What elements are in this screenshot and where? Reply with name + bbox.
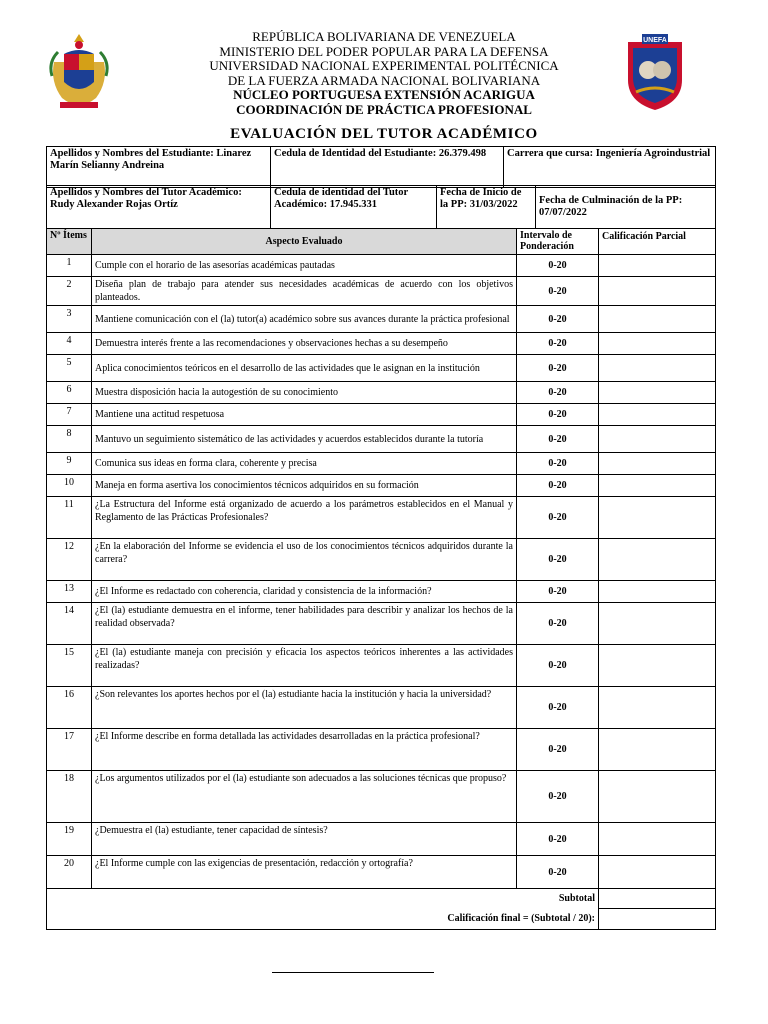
aspect-text: Cumple con el horario de las asesorías académicas pautadas	[92, 255, 517, 277]
weight-interval: 0-20	[517, 277, 599, 306]
aspect-text: ¿Los argumentos utilizados por el (la) estudiante son adecuados a las soluciones técnicas que propuso?	[92, 771, 517, 823]
item-number: 4	[47, 333, 92, 355]
partial-grade-cell[interactable]	[599, 404, 716, 426]
start-date-cell: Fecha de Inicio de la PP: 31/03/2022	[437, 186, 536, 229]
header-line-6: COORDINACIÓN DE PRÁCTICA PROFESIONAL	[236, 101, 532, 117]
evaluation-table	[46, 228, 716, 930]
item-number: 3	[47, 306, 92, 333]
table-row	[47, 729, 716, 771]
aspect-text: ¿Demuestra el (la) estudiante, tener capacidad de síntesis?	[92, 823, 517, 856]
signature-line	[272, 972, 434, 973]
weight-interval: 0-20	[517, 355, 599, 382]
weight-interval: 0-20	[517, 645, 599, 687]
table-row	[47, 333, 716, 355]
partial-grade-cell[interactable]	[599, 539, 716, 581]
subtotal-value-cell[interactable]	[599, 889, 716, 909]
weight-interval: 0-20	[517, 539, 599, 581]
partial-grade-cell[interactable]	[599, 856, 716, 889]
aspect-text: ¿El Informe cumple con las exigencias de presentación, redacción y ortografía?	[92, 856, 517, 889]
aspect-text: Demuestra interés frente a las recomendaciones y observaciones hechas a su desempeño	[92, 333, 517, 355]
item-number: 1	[47, 255, 92, 277]
item-number: 16	[47, 687, 92, 729]
item-number: 7	[47, 404, 92, 426]
weight-interval: 0-20	[517, 687, 599, 729]
weight-interval: 0-20	[517, 426, 599, 453]
aspect-text: ¿Son relevantes los aportes hechos por el (la) estudiante hacia la institución y hacia la universidad?	[92, 687, 517, 729]
table-row	[47, 823, 716, 856]
table-row	[47, 255, 716, 277]
partial-grade-cell[interactable]	[599, 306, 716, 333]
partial-grade-cell[interactable]	[599, 382, 716, 404]
partial-grade-cell[interactable]	[599, 645, 716, 687]
item-number: 15	[47, 645, 92, 687]
item-number: 19	[47, 823, 92, 856]
final-grade-value-cell[interactable]	[599, 909, 716, 930]
table-row	[47, 426, 716, 453]
partial-grade-cell[interactable]	[599, 497, 716, 539]
unefa-logo-text: UNEFA	[643, 37, 667, 44]
aspect-text: ¿En la elaboración del Informe se evidencia el uso de los conocimientos técnicos adquiridos durante la carrera?	[92, 539, 517, 581]
table-row	[47, 856, 716, 889]
weight-interval: 0-20	[517, 333, 599, 355]
table-row	[47, 497, 716, 539]
weight-interval: 0-20	[517, 771, 599, 823]
weight-interval: 0-20	[517, 856, 599, 889]
weight-interval: 0-20	[517, 382, 599, 404]
partial-grade-cell[interactable]	[599, 355, 716, 382]
item-number: 20	[47, 856, 92, 889]
table-row	[47, 453, 716, 475]
aspect-text: Maneja en forma asertiva los conocimientos técnicos adquiridos en su formación	[92, 475, 517, 497]
partial-grade-cell[interactable]	[599, 823, 716, 856]
partial-grade-cell[interactable]	[599, 277, 716, 306]
career-cell: Carrera que cursa: Ingeniería Agroindustrial	[504, 147, 716, 188]
weight-interval: 0-20	[517, 453, 599, 475]
item-number: 10	[47, 475, 92, 497]
weight-interval: 0-20	[517, 497, 599, 539]
col-header-aspect: Aspecto Evaluado	[92, 229, 517, 255]
weight-interval: 0-20	[517, 823, 599, 856]
table-row	[47, 581, 716, 603]
partial-grade-cell[interactable]	[599, 729, 716, 771]
item-number: 9	[47, 453, 92, 475]
item-number: 14	[47, 603, 92, 645]
table-row	[47, 355, 716, 382]
partial-grade-cell[interactable]	[599, 581, 716, 603]
item-number: 5	[47, 355, 92, 382]
institution-header	[0, 30, 768, 117]
table-row	[47, 475, 716, 497]
aspect-text: ¿El Informe describe en forma detallada las actividades desarrolladas en la práctica profesional?	[92, 729, 517, 771]
header-line-1: REPÚBLICA BOLIVARIANA DE VENEZUELA	[252, 29, 516, 44]
tutor-info-table	[46, 185, 716, 229]
item-number: 11	[47, 497, 92, 539]
partial-grade-cell[interactable]	[599, 771, 716, 823]
partial-grade-cell[interactable]	[599, 453, 716, 475]
table-row	[47, 687, 716, 729]
partial-grade-cell[interactable]	[599, 603, 716, 645]
item-number: 8	[47, 426, 92, 453]
page-title: EVALUACIÓN DEL TUTOR ACADÉMICO	[230, 126, 538, 142]
weight-interval: 0-20	[517, 729, 599, 771]
partial-grade-cell[interactable]	[599, 255, 716, 277]
aspect-text: ¿El (la) estudiante demuestra en el informe, tener habilidades para describir y analizar los hechos de la realidad observada?	[92, 603, 517, 645]
item-number: 12	[47, 539, 92, 581]
aspect-text: Mantiene una actitud respetuosa	[92, 404, 517, 426]
partial-grade-cell[interactable]	[599, 475, 716, 497]
weight-interval: 0-20	[517, 306, 599, 333]
aspect-text: ¿El (la) estudiante maneja con precisión y eficacia los aspectos teóricos inherentes a las actividades realizadas?	[92, 645, 517, 687]
aspect-text: Mantuvo un seguimiento sistemático de las actividades y acuerdos establecidos durante la tutoría	[92, 426, 517, 453]
partial-grade-cell[interactable]	[599, 333, 716, 355]
table-row	[47, 645, 716, 687]
aspect-text: Diseña plan de trabajo para atender sus necesidades académicas de acuerdo con los objetivos planteados.	[92, 277, 517, 306]
tutor-id-cell: Cedula de identidad del Tutor Académico: 17.945.331	[271, 186, 437, 229]
aspect-text: Aplica conocimientos teóricos en el desarrollo de las actividades que le asignan en la institución	[92, 355, 517, 382]
table-row	[47, 404, 716, 426]
tutor-name-cell: Apellidos y Nombres del Tutor Académico: Rudy Alexander Rojas Ortíz	[47, 186, 271, 229]
end-date-cell: Fecha de Culminación de la PP: 07/07/2022	[536, 186, 716, 229]
col-header-interval: Intervalo de Ponderación	[517, 229, 599, 255]
item-number: 18	[47, 771, 92, 823]
item-number: 17	[47, 729, 92, 771]
table-row	[47, 277, 716, 306]
table-row	[47, 306, 716, 333]
aspect-text: Mantiene comunicación con el (la) tutor(a) académico sobre sus avances durante la práctica profesional	[92, 306, 517, 333]
header-line-5: NÚCLEO PORTUGUESA EXTENSIÓN ACARIGUA	[233, 87, 535, 102]
item-number: 13	[47, 581, 92, 603]
partial-grade-cell[interactable]	[599, 687, 716, 729]
student-id-cell: Cedula de Identidad del Estudiante: 26.379.498	[271, 147, 504, 188]
item-number: 2	[47, 277, 92, 306]
evaluation-rows	[47, 255, 716, 889]
aspect-text: Muestra disposición hacia la autogestión de su conocimiento	[92, 382, 517, 404]
weight-interval: 0-20	[517, 475, 599, 497]
weight-interval: 0-20	[517, 404, 599, 426]
header-line-3: UNIVERSIDAD NACIONAL EXPERIMENTAL POLITÉCNICA	[209, 58, 559, 73]
table-row	[47, 539, 716, 581]
header-line-2: MINISTERIO DEL PODER POPULAR PARA LA DEFENSA	[219, 43, 549, 59]
table-row	[47, 603, 716, 645]
student-name-cell: Apellidos y Nombres del Estudiante: Linarez Marín Selianny Andreina	[47, 147, 271, 188]
final-grade-label: Calificación final = (Subtotal / 20):	[47, 909, 599, 930]
subtotal-label: Subtotal	[47, 889, 599, 909]
aspect-text: ¿La Estructura del Informe está organizado de acuerdo a los parámetros establecidos en el Manual y Reglamento de las Prácticas Profesionales?	[92, 497, 517, 539]
table-row	[47, 771, 716, 823]
weight-interval: 0-20	[517, 581, 599, 603]
weight-interval: 0-20	[517, 255, 599, 277]
table-row	[47, 382, 716, 404]
col-header-grade: Calificación Parcial	[599, 229, 716, 255]
aspect-text: Comunica sus ideas en forma clara, coherente y precisa	[92, 453, 517, 475]
student-info-table	[46, 146, 716, 188]
weight-interval: 0-20	[517, 603, 599, 645]
aspect-text: ¿El Informe es redactado con coherencia, claridad y consistencia de la información?	[92, 581, 517, 603]
col-header-num: Nº Ítems	[47, 229, 92, 255]
partial-grade-cell[interactable]	[599, 426, 716, 453]
header-line-4: DE LA FUERZA ARMADA NACIONAL BOLIVARIANA	[227, 72, 541, 88]
item-number: 6	[47, 382, 92, 404]
